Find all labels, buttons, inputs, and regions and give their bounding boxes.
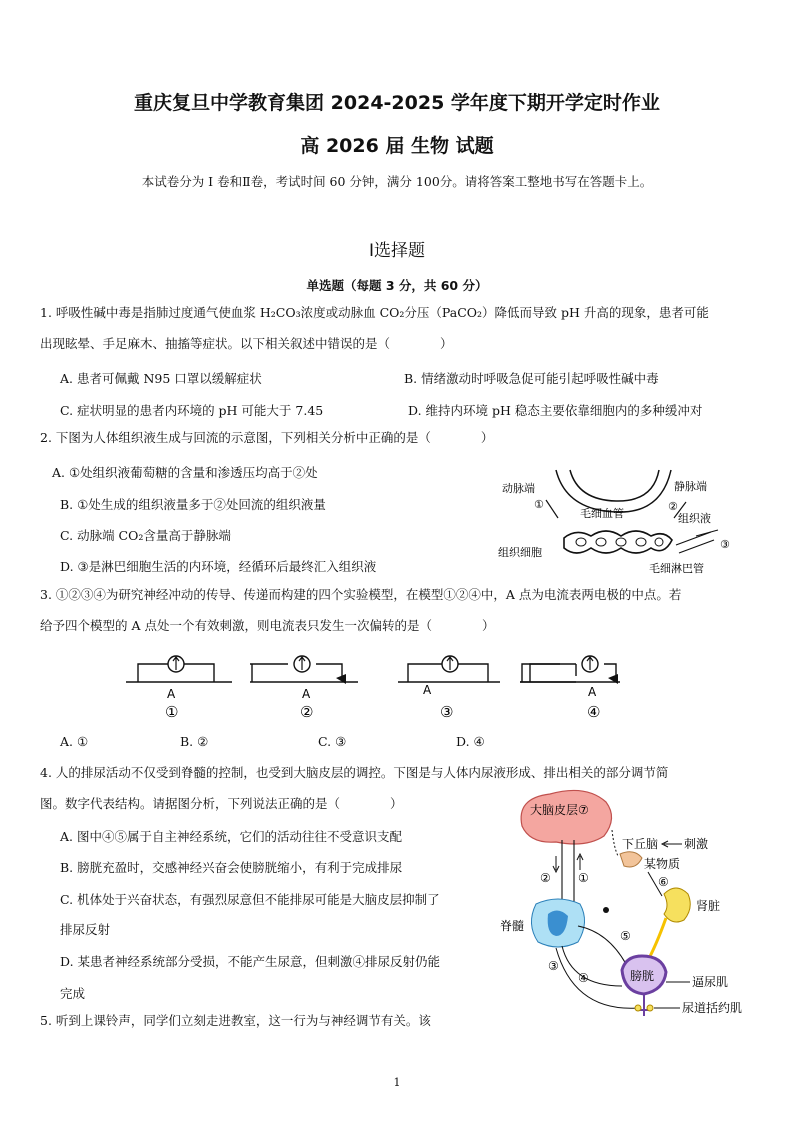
svg-text:A: A xyxy=(167,687,176,701)
svg-text:②: ② xyxy=(300,703,314,721)
label-fluid: 组织液 xyxy=(678,512,711,525)
urination-regulation-diagram xyxy=(496,786,760,1022)
q3-stem-line1: 3. ①②③④为研究神经冲动的传导、传递而构建的四个实验模型，在模型①②④中，A 点为电流表两电极的中点。若 xyxy=(40,587,682,602)
label-stimulus: 刺激 xyxy=(684,837,709,851)
exam-subtitle: 高 2026 届 生物 试题 xyxy=(300,135,494,157)
q4-option-d-line2: 完成 xyxy=(60,986,86,1001)
label-bladder: 膀胱 xyxy=(630,969,655,983)
svg-text:④: ④ xyxy=(587,703,601,721)
model-1 xyxy=(126,656,232,721)
q3-option-d: D. ④ xyxy=(456,734,485,749)
q2-option-d: D. ③是淋巴细胞生活的内环境，经循环后最终汇入组织液 xyxy=(60,559,377,574)
q4-stem-line1: 4. 人的排尿活动不仅受到脊髓的控制，也受到大脑皮层的调控。下图是与人体内尿液形成、排出相关的部分调节简 xyxy=(40,765,669,780)
q4-option-a: A. 图中④⑤属于自主神经系统，它们的活动往往不受意识支配 xyxy=(60,829,402,844)
q4-option-b: B. 膀胱充盈时，交感神经兴奋会使膀胱缩小，有利于完成排尿 xyxy=(60,860,403,875)
label-kidney: 肾脏 xyxy=(696,899,721,913)
tissue-fluid-diagram xyxy=(496,460,746,580)
svg-text:A: A xyxy=(588,685,597,699)
label-cells: 组织细胞 xyxy=(498,546,542,559)
label-vein: 静脉端 xyxy=(674,480,707,493)
lymph-vessel xyxy=(676,532,714,553)
q3-stem-line2: 给予四个模型的 A 点处一个有效刺激，则电流表只发生一次偏转的是（ ） xyxy=(40,618,495,633)
label-n1: ① xyxy=(578,871,589,885)
svg-text:A: A xyxy=(302,687,311,701)
q4-option-c-line2: 排尿反射 xyxy=(60,922,111,937)
exam-note: 本试卷分为 I 卷和Ⅱ卷，考试时间 60 分钟，满分 100分。请将答案工整地书写在答题卡上。 xyxy=(141,174,653,189)
capillary-inner-wall xyxy=(570,470,659,501)
page-number: 1 xyxy=(393,1076,401,1089)
model-4-meter xyxy=(520,646,620,706)
label-n3: ③ xyxy=(548,959,559,973)
label-artery: 动脉端 xyxy=(502,482,535,495)
q1-option-d: D. 维持内环境 pH 稳态主要依靠细胞内的多种缓冲对 xyxy=(408,403,703,418)
marker-2: ② xyxy=(668,500,678,513)
kidney xyxy=(664,888,690,922)
model-2 xyxy=(250,656,358,721)
label-lymph: 毛细淋巴管 xyxy=(649,562,704,575)
q1-option-b: B. 情绪激动时呼吸急促可能引起呼吸性碱中毒 xyxy=(404,371,659,386)
label-spinal: 脊髓 xyxy=(500,919,525,933)
nerve-models-diagram xyxy=(120,646,601,722)
q1-stem-line2: 出现眩晕、手足麻木、抽搐等症状。以下相关叙述中错误的是（ ） xyxy=(40,336,453,351)
q2-stem: 2. 下图为人体组织液生成与回流的示意图，下列相关分析中正确的是（ ） xyxy=(40,430,494,445)
arrow-out xyxy=(546,500,558,518)
label-n6: ⑥ xyxy=(658,875,669,889)
label-cortex: 大脑皮层⑦ xyxy=(530,803,589,817)
capillary-outer-wall xyxy=(556,470,671,512)
label-n4: ④ xyxy=(578,971,589,985)
q5-stem: 5. 听到上课铃声，同学们立刻走进教室，这一行为与神经调节有关。该 xyxy=(40,1013,431,1028)
q2-option-a: A. ①处组织液葡萄糖的含量和渗透压均高于②处 xyxy=(52,465,318,480)
brainstem xyxy=(562,840,574,904)
svg-text:③: ③ xyxy=(440,703,454,721)
tissue-cells xyxy=(564,531,672,553)
q3-option-b: B. ② xyxy=(180,734,209,749)
label-n5: ⑤ xyxy=(620,929,631,943)
q4-stem-line2: 图。数字代表结构。请据图分析，下列说法正确的是（ ） xyxy=(40,796,403,811)
label-capillary: 毛细血管 xyxy=(580,507,624,520)
pituitary xyxy=(620,852,642,867)
marker-1: ① xyxy=(534,498,544,511)
label-hypothalamus: 下丘脑 xyxy=(622,837,659,851)
q4-option-d-line1: D. 某患者神经系统部分受损，不能产生尿意，但刺激④排尿反射仍能 xyxy=(60,954,441,969)
label-substance: 某物质 xyxy=(644,857,681,871)
exam-title: 重庆复旦中学教育集团 2024-2025 学年度下期开学定时作业 xyxy=(134,92,660,114)
q1-stem-line1: 1. 呼吸性碱中毒是指肺过度通气使血浆 H₂CO₃浓度或动脉血 CO₂分压（PaCO₂）降低而导致 pH 升高的现象，患者可能 xyxy=(40,305,709,320)
q4-option-c-line1: C. 机体处于兴奋状态，有强烈尿意但不能排尿可能是大脑皮层抑制了 xyxy=(60,892,440,907)
model-3 xyxy=(398,656,500,721)
q2-option-b: B. ①处生成的组织液量多于②处回流的组织液量 xyxy=(60,497,326,512)
arrow-lymph xyxy=(696,530,718,536)
q1-option-c: C. 症状明显的患者内环境的 pH 可能大于 7.45 xyxy=(60,403,324,418)
brain-cortex xyxy=(521,790,611,844)
svg-text:A: A xyxy=(423,683,432,697)
label-sphincter: 尿道括约肌 xyxy=(682,1001,743,1015)
q3-option-c: C. ③ xyxy=(318,734,347,749)
q3-option-a: A. ① xyxy=(60,734,89,749)
label-detrusor: 逼尿肌 xyxy=(692,975,729,989)
q1-option-a: A. 患者可佩戴 N95 口罩以缓解症状 xyxy=(60,371,262,386)
label-n2: ② xyxy=(540,871,551,885)
section-subtitle: 单选题（每题 3 分，共 60 分） xyxy=(306,278,488,293)
section-title: Ⅰ选择题 xyxy=(368,241,425,261)
marker-3: ③ xyxy=(720,538,730,551)
q2-option-c: C. 动脉端 CO₂含量高于静脉端 xyxy=(60,528,231,543)
svg-text:①: ① xyxy=(165,703,179,721)
